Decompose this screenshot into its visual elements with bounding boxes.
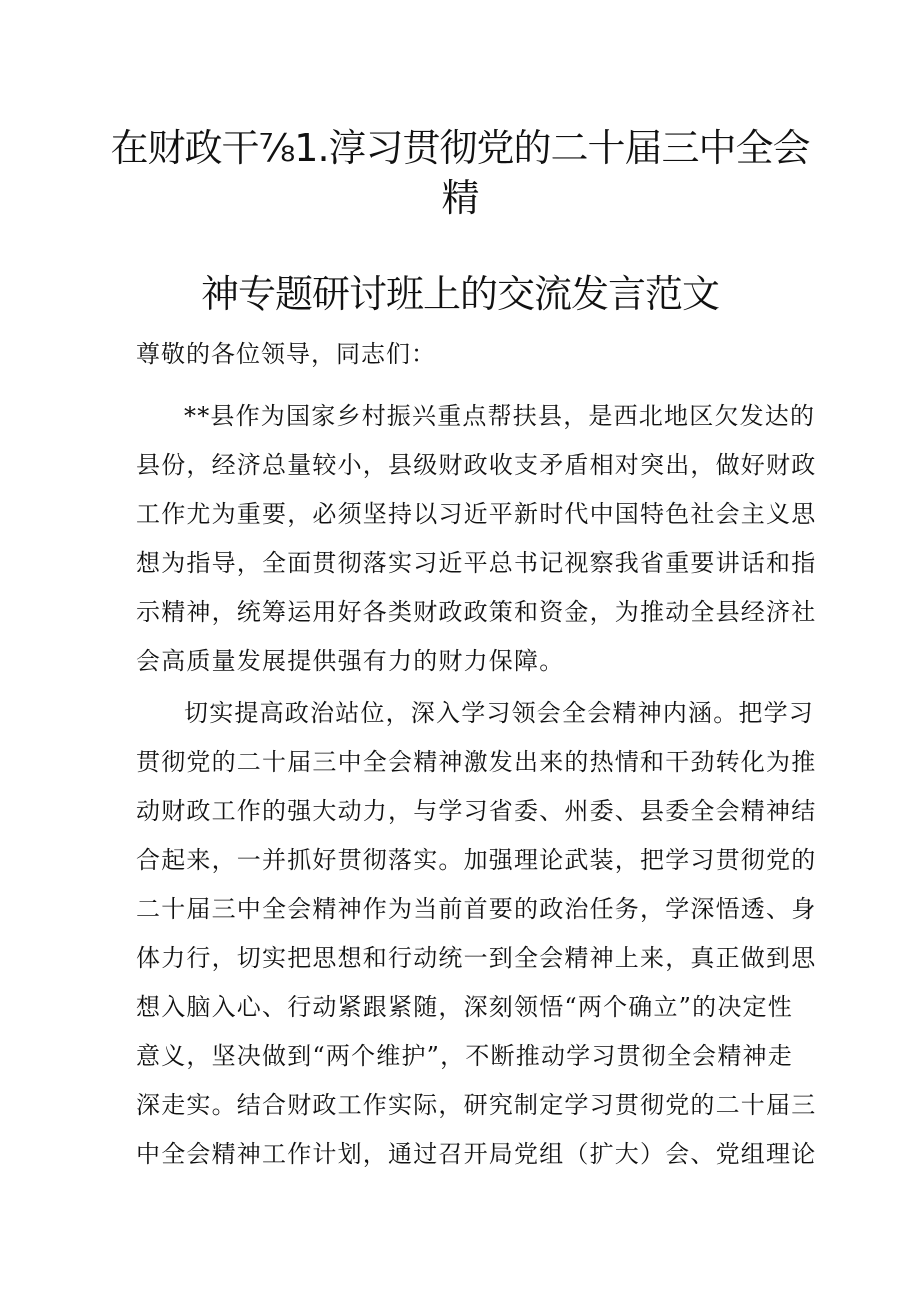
paragraph-line: 会高质量发展提供强有力的财力保障。 <box>136 647 565 675</box>
paragraph-line: 意义，坚决做到“两个维护”，不断推动学习贯彻全会精神走 <box>136 1042 793 1070</box>
paragraph-line: 县份，经济总量较小，县级财政收支矛盾相对突出，做好财政 <box>136 451 817 479</box>
paragraph-line: 想入脑入心、行动紧跟紧随，深刻领悟“两个确立”的决定性 <box>136 993 793 1021</box>
paragraph-line: 切实提高政治站位，深入学习领会全会精神内涵。把学习 <box>184 699 814 727</box>
paragraph-2 <box>136 689 817 1179</box>
paragraph-1 <box>136 392 817 686</box>
paragraph-line: **县作为国家乡村振兴重点帮扶县，是西北地区欠发达的 <box>184 402 816 430</box>
document-title-line-3: 神专题研讨班上的交流发言范文 <box>200 272 719 316</box>
paragraph-line: 中全会精神工作计划，通过召开局党组（扩大）会、党组理论 <box>136 1140 817 1168</box>
paragraph-line: 贯彻党的二十届三中全会精神激发出来的热情和干劲转化为推 <box>136 748 817 776</box>
salutation: 尊敬的各位领导，同志们： <box>136 340 436 368</box>
paragraph-line: 动财政工作的强大动力，与学习省委、州委、县委全会精神结 <box>136 797 817 825</box>
document-title-line-1: 在财政干⅞1.淳习贯彻党的二十届三中全会 <box>110 126 810 170</box>
paragraph-line: 示精神，统筹运用好各类财政政策和资金，为推动全县经济社 <box>136 598 817 626</box>
paragraph-line: 体力行，切实把思想和行动统一到全会精神上来，真正做到思 <box>136 944 817 972</box>
paragraph-line: 合起来，一并抓好贯彻落实。加强理论武装，把学习贯彻党的 <box>136 846 817 874</box>
paragraph-line: 二十届三中全会精神作为当前首要的政治任务，学深悟透、身 <box>136 895 817 923</box>
paragraph-line: 想为指导，全面贯彻落实习近平总书记视察我省重要讲话和指 <box>136 549 817 577</box>
document-title-line-2: 精 <box>441 176 479 220</box>
paragraph-line: 工作尤为重要，必须坚持以习近平新时代中国特色社会主义思 <box>136 500 817 528</box>
paragraph-line: 深走实。结合财政工作实际，研究制定学习贯彻党的二十届三 <box>136 1091 817 1119</box>
